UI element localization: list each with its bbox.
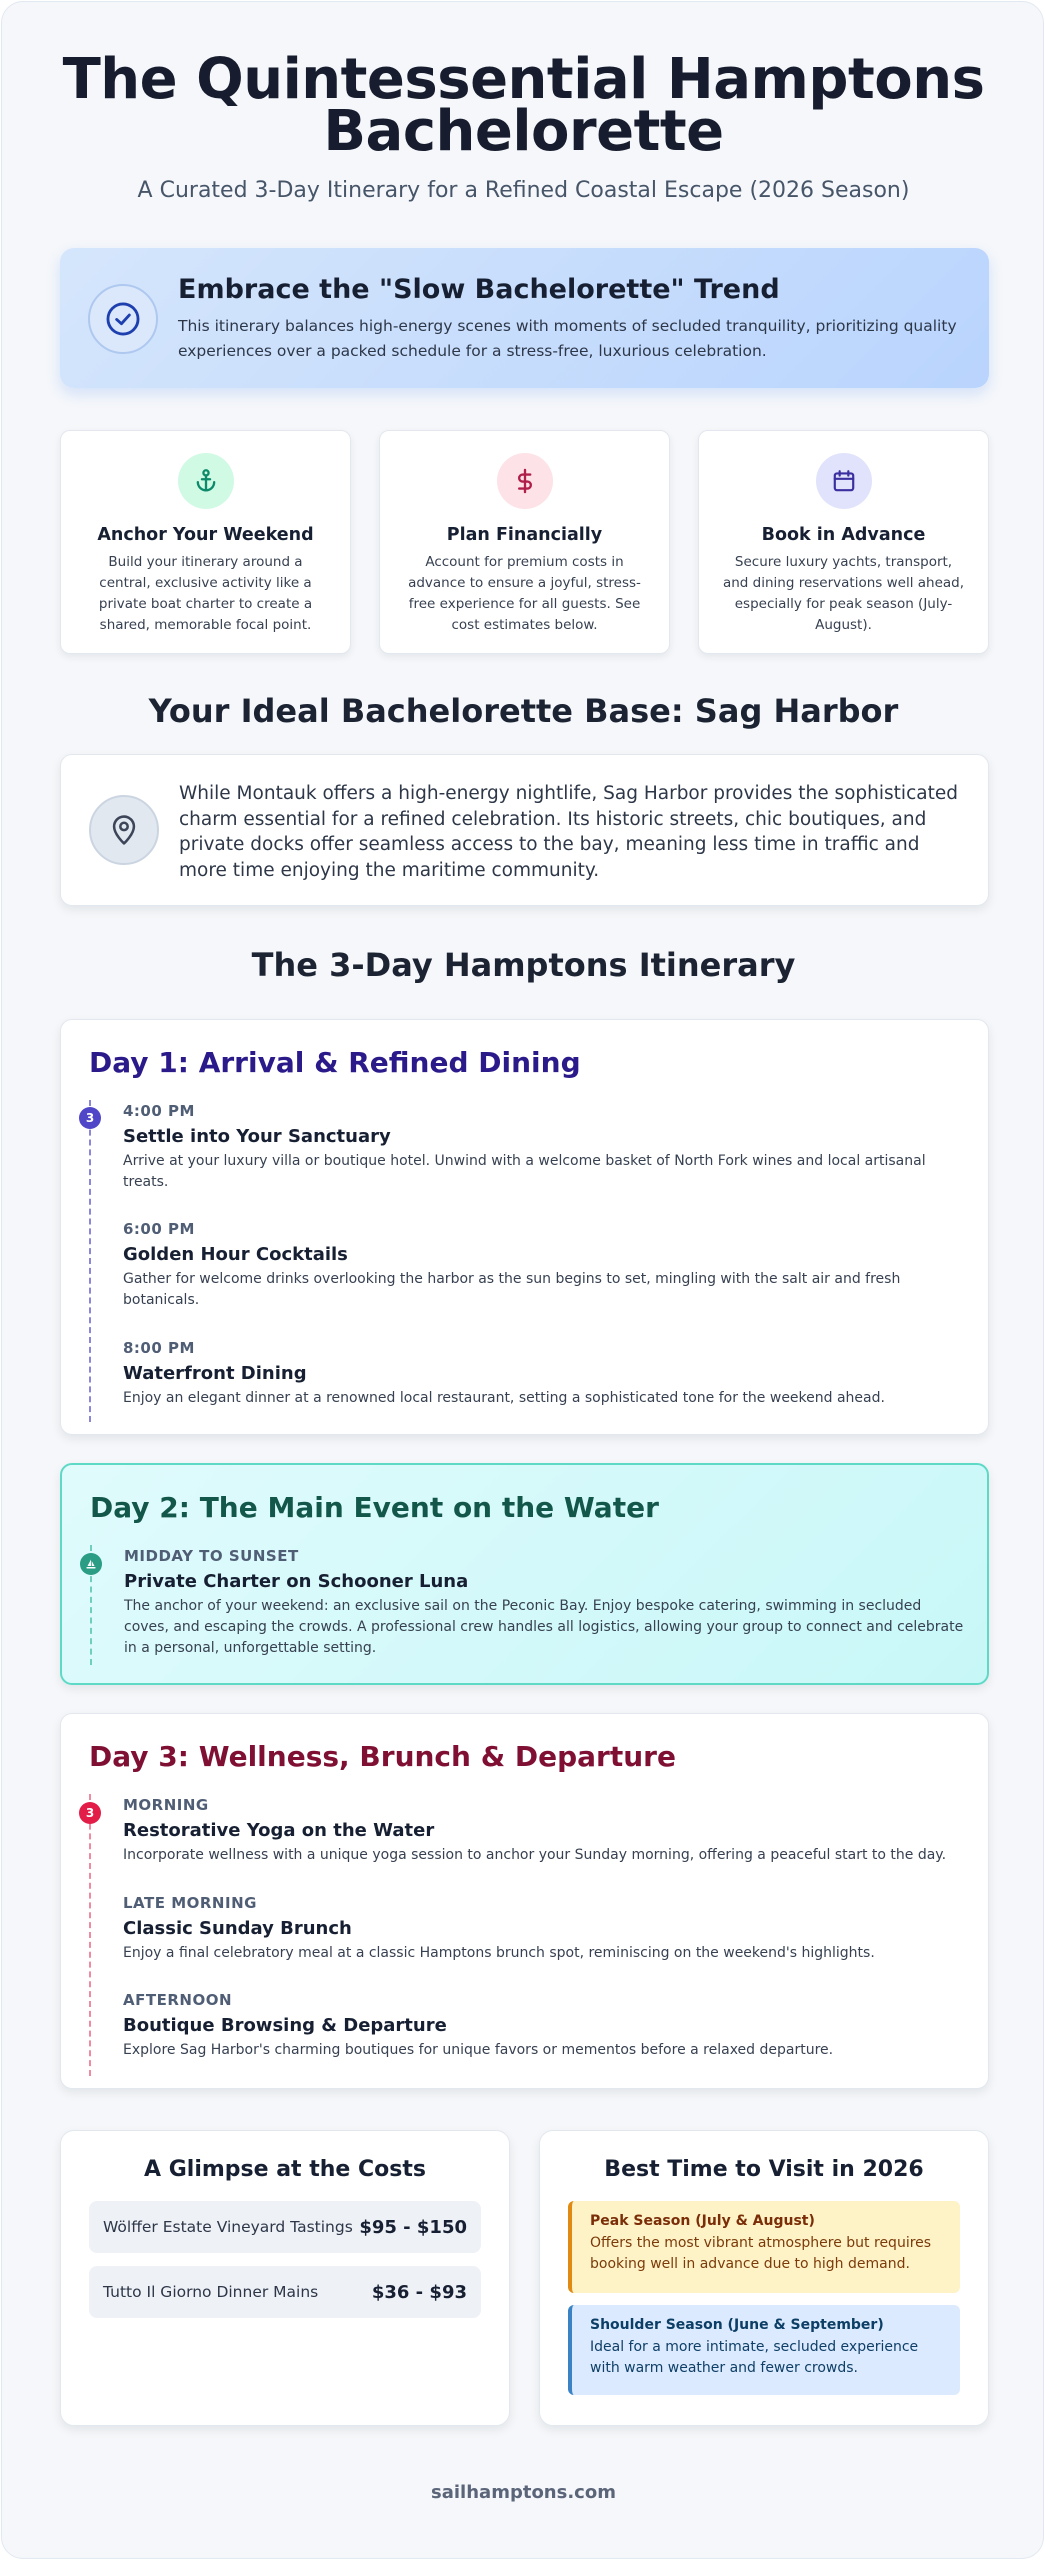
event-desc: Explore Sag Harbor's charming boutiques for unique favors or mementos before a relaxed departure.	[123, 2042, 834, 2058]
tip-text: Secure luxury yachts, transport, and dining reservations well ahead, especially for peak season (July-August).	[722, 554, 965, 633]
day1-title: Day 1: Arrival & Refined Dining	[89, 1046, 581, 1079]
dollar-icon	[497, 453, 553, 509]
tip-title: Anchor Your Weekend	[97, 525, 314, 545]
seasons-title: Best Time to Visit in 2026	[604, 2157, 924, 2182]
cost-value: $36 - $93	[371, 2281, 467, 2303]
event-item	[123, 1991, 963, 2061]
day-marker: 3	[79, 1802, 101, 1824]
event-time: 8:00 PM	[123, 1339, 195, 1357]
event-name: Private Charter on Schooner Luna	[124, 1571, 469, 1592]
event-item	[123, 1102, 963, 1193]
event-desc: Arrive at your luxury villa or boutique hotel. Unwind with a welcome basket of North Fork wines and local artisanal treats.	[123, 1153, 926, 1190]
event-desc: Enjoy an elegant dinner at a renowned local restaurant, setting a sophisticated tone for the weekend ahead.	[123, 1390, 885, 1406]
sailboat-icon	[80, 1553, 102, 1575]
event-item	[123, 1339, 963, 1409]
event-time: MORNING	[123, 1796, 209, 1814]
base-text: While Montauk offers a high-energy nightlife, Sag Harbor provides the sophisticated charm essential for a refined celebration. Its historic streets, chic boutiques, and private docks offer seamless access to the bay, meaning less time in traffic and more time enjoying the maritime community.	[179, 783, 958, 881]
event-time: 4:00 PM	[123, 1102, 195, 1120]
seasons-card	[539, 2130, 989, 2426]
tip-card-finance	[379, 430, 670, 654]
season-name: Shoulder Season (June & September)	[590, 2317, 884, 2333]
event-item	[124, 1547, 964, 1659]
tip-title: Book in Advance	[761, 525, 926, 545]
event-time: LATE MORNING	[123, 1894, 257, 1912]
tip-card-book	[698, 430, 989, 654]
tip-text: Account for premium costs in advance to ensure a joyful, stress-free experience for all guests. See cost estimates below.	[408, 554, 641, 633]
event-item	[123, 1220, 963, 1311]
shoulder-season-callout	[568, 2305, 960, 2395]
timeline-line	[89, 1100, 91, 1422]
event-item	[123, 1796, 963, 1866]
timeline-line	[89, 1794, 91, 2076]
tip-card-anchor	[60, 430, 351, 654]
tip-title: Plan Financially	[446, 525, 603, 545]
season-text: Offers the most vibrant atmosphere but requires booking well in advance due to high demand.	[590, 2235, 932, 2272]
event-time: MIDDAY TO SUNSET	[124, 1547, 299, 1565]
event-name: Golden Hour Cocktails	[123, 1244, 348, 1265]
anchor-icon	[178, 453, 234, 509]
event-name: Restorative Yoga on the Water	[123, 1820, 435, 1841]
event-desc: Gather for welcome drinks overlooking the harbor as the sun begins to set, mingling with the salt air and fresh botanicals.	[123, 1271, 901, 1308]
bottom-row	[60, 2130, 989, 2426]
base-heading: Your Ideal Bachelorette Base: Sag Harbor	[148, 692, 899, 730]
costs-title: A Glimpse at the Costs	[144, 2157, 426, 2182]
banner-title: Embrace the "Slow Bachelorette" Trend	[178, 274, 780, 305]
season-name: Peak Season (July & August)	[590, 2213, 815, 2229]
event-desc: Incorporate wellness with a unique yoga session to anchor your Sunday morning, offering a peaceful start to the day.	[123, 1847, 947, 1863]
day3-title: Day 3: Wellness, Brunch & Departure	[89, 1740, 676, 1773]
day2-card	[60, 1463, 989, 1685]
cost-label: Tutto Il Giorno Dinner Mains	[103, 2283, 319, 2301]
cost-row	[89, 2266, 481, 2318]
event-name: Settle into Your Sanctuary	[123, 1126, 391, 1147]
day2-title: Day 2: The Main Event on the Water	[90, 1491, 659, 1524]
base-card	[60, 754, 989, 906]
map-pin-icon	[89, 795, 159, 865]
event-item	[123, 1894, 963, 1964]
day1-card	[60, 1019, 989, 1435]
peak-season-callout	[568, 2201, 960, 2293]
event-time: 6:00 PM	[123, 1220, 195, 1238]
day3-card	[60, 1713, 989, 2089]
cost-row	[89, 2201, 481, 2253]
tip-text: Build your itinerary around a central, exclusive activity like a private boat charter to create a shared, memorable focal point.	[98, 554, 313, 633]
season-text: Ideal for a more intimate, secluded experience with warm weather and fewer crowds.	[590, 2339, 919, 2376]
itinerary-heading: The 3-Day Hamptons Itinerary	[251, 946, 796, 984]
costs-card	[60, 2130, 510, 2426]
slow-bachelorette-banner	[60, 248, 989, 388]
page-subtitle: A Curated 3-Day Itinerary for a Refined Coastal Escape (2026 Season)	[137, 178, 910, 203]
event-name: Boutique Browsing & Departure	[123, 2015, 447, 2036]
check-circle-icon	[88, 284, 158, 354]
infographic-page	[1, 1, 1044, 2559]
event-desc: Enjoy a final celebratory meal at a classic Hamptons brunch spot, reminiscing on the weekend's highlights.	[123, 1945, 875, 1961]
banner-text: This itinerary balances high-energy scenes with moments of secluded tranquility, prioritizing quality experiences over a packed schedule for a stress-free, luxurious celebration.	[178, 317, 957, 360]
tips-row	[60, 430, 989, 654]
event-time: AFTERNOON	[123, 1991, 232, 2009]
event-name: Waterfront Dining	[123, 1363, 307, 1384]
event-desc: The anchor of your weekend: an exclusive sail on the Peconic Bay. Enjoy bespoke catering, swimming in secluded coves, and escaping the crowds. A professional crew handles all logistics, allowing your group to connect and celebrate in a personal, unforgettable setting.	[124, 1598, 964, 1656]
footer-source: sailhamptons.com	[431, 2482, 616, 2503]
calendar-icon	[816, 453, 872, 509]
cost-label: Wölffer Estate Vineyard Tastings	[103, 2218, 353, 2236]
page-title: The Quintessential Hamptons Bachelorette	[62, 47, 985, 164]
day-marker: 3	[79, 1107, 101, 1129]
cost-value: $95 - $150	[359, 2216, 467, 2238]
event-name: Classic Sunday Brunch	[123, 1918, 352, 1939]
